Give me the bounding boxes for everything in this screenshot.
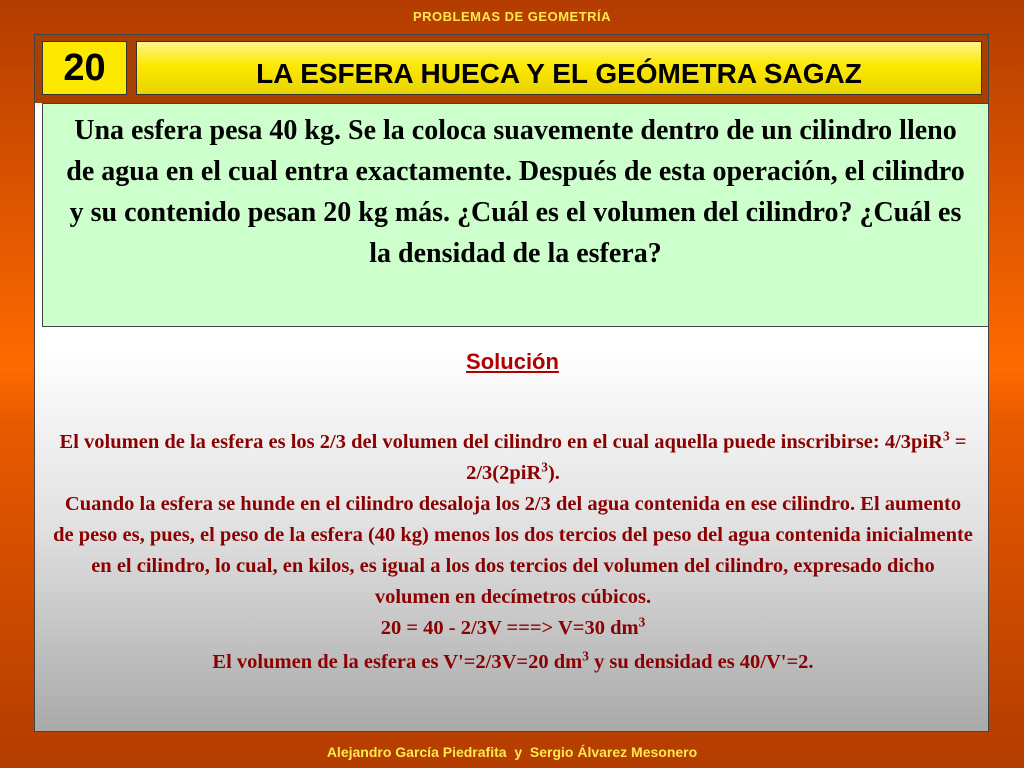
solution-heading: Solución (466, 349, 559, 374)
solution-p1-text-a: El volumen de la esfera es los 2/3 del volumen del cilindro en el cual aquella puede inscribirse: 4/3piR (59, 431, 943, 453)
problem-title: LA ESFERA HUECA Y EL GEÓMETRA SAGAZ (136, 41, 982, 95)
solution-p1-exponent-1: 3 (942, 428, 950, 444)
solution-conclusion-exponent: 3 (582, 648, 589, 664)
problem-number: 20 (42, 41, 127, 95)
problem-statement: Una esfera pesa 40 kg. Se la coloca suavemente dentro de un cilindro lleno de agua en el cual entra exactamente. Después de esta operación, el cilindro y su contenido pesan 20 kg más. ¿Cuál es el volumen del cilindro? ¿Cuál es la densidad de la esfera? (66, 115, 965, 269)
solution-conclusion-text-a: El volumen de la esfera es V'=2/3V=20 dm (212, 651, 583, 673)
title-band (35, 35, 988, 103)
solution-equation-text: 20 = 40 - 2/3V ===> V=30 dm (380, 617, 639, 639)
problem-statement-box (42, 103, 989, 327)
solution-conclusion (53, 647, 973, 678)
slide-header-title: PROBLEMAS DE GEOMETRÍA (412, 9, 612, 24)
solution-paragraph-1 (53, 427, 973, 489)
footer-authors: Alejandro García Piedrafita y Sergio Álvarez Mesonero (326, 744, 698, 760)
slide-frame (34, 34, 989, 732)
solution-p1-exponent-2: 3 (541, 459, 548, 475)
solution-conclusion-text-b: y su densidad es 40/V'=2. (588, 651, 814, 673)
solution-p1-text-c: ). (547, 462, 560, 484)
solution-body (53, 427, 973, 678)
solution-p1-text-b: = 2/3(2piR (466, 431, 967, 484)
solution-equation (53, 613, 973, 644)
solution-paragraph-2: Cuando la esfera se hunde en el cilindro desaloja los 2/3 del agua contenida en ese cilindro. El aumento de peso es, pues, el peso de la esfera (40 kg) menos los dos tercios del peso del agua contenida inicialmente en el cilindro, lo cual, en kilos, es igual a los dos tercios del volumen del cilindro, expresado dicho volumen en decímetros cúbicos. (53, 493, 973, 608)
solution-equation-exponent: 3 (638, 614, 646, 630)
